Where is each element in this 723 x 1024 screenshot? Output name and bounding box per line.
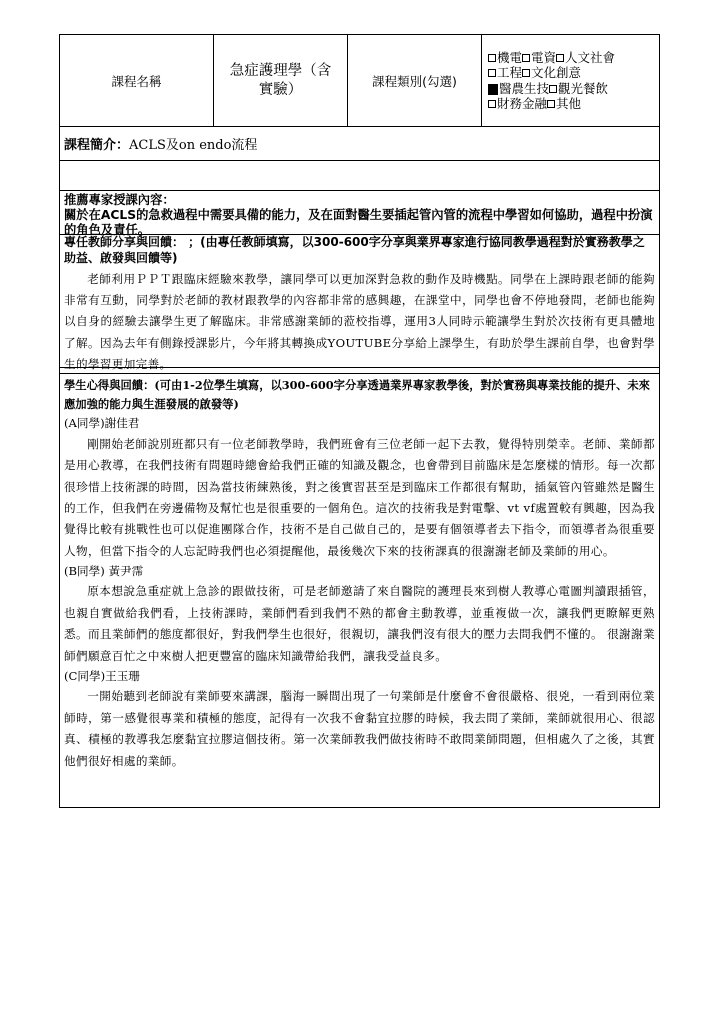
unchecked-box-icon[interactable]: [488, 69, 496, 77]
teacher-feedback-row: [60, 235, 659, 371]
student-text: 原本想說急重症就上急診的跟做技術，可是老師邀請了來自醫院的護理長來到樹人教導心電圖判讀跟插管，也親自實做給我們看，上技術課時，業師們看到我們不熟的都會主動教導，並重複做一次，讓我們更瞭解更熟悉。而且業師們的態度都很好，對我們學生也很好，很親切，讓我們沒有很大的壓力去問我們不懂的。 很謝謝業師們願意百忙之中來樹人把更豐富的臨床知識帶給我們，讓我受益良多。: [64, 584, 655, 663]
category-option-label: 機電: [497, 49, 523, 65]
checked-box-icon[interactable]: [488, 84, 498, 95]
category-line: [488, 50, 615, 66]
student-name: (B同學) 黃尹霈: [64, 564, 144, 579]
student-feedback-heading: 學生心得與回饋：(可由1-2位學生填寫，以300-600字分享透過業界專家教學後，對於實務與專業技能的提升、未來應加強的能力與生涯發展的啟發等): [64, 378, 650, 412]
unchecked-box-icon[interactable]: [522, 69, 530, 77]
category-line: [488, 81, 615, 97]
course-name-line2: 實驗）: [258, 81, 303, 98]
course-name-label: 課程名稱: [60, 35, 214, 126]
header-row: [60, 35, 659, 127]
teacher-feedback-body: 老師利用ＰＰＴ跟臨床經驗來教學，讓同學可以更加深對急救的動作及時機點。同學在上課時跟老師的能夠非常有互動，同學對於老師的教材跟教學的內容都非常的感興趣，在課堂中，同學也會不停地發問，老師也能夠以自身的經驗去讓學生更了解臨床。非常感謝業師的蒞校指導，運用3人同時示範讓學生對於次技術有更具體地了解。因為去年有側錄授課影片，今年將其轉換成YOUTUBE分享給上課學生，有助於學生課前自學，也會對學生的學習更加完善。: [64, 272, 655, 371]
student-entry-b: [64, 562, 655, 667]
student-feedback-row: [60, 374, 659, 807]
recommend-row: [60, 191, 659, 235]
student-entry-c: [64, 667, 655, 772]
recommend-label: 推薦專家授課內容：: [64, 193, 175, 207]
course-intro-label: 課程簡介：: [64, 138, 130, 153]
unchecked-box-icon[interactable]: [488, 100, 496, 108]
category-options: [482, 35, 659, 126]
category-option-label: 財務金融: [497, 96, 548, 111]
recommend-text: 關於在ACLS的急救過程中需要具備的能力，及在面對醫生要插起管內管的流程中學習如何協助，過程中扮演的角色及責任。: [64, 208, 653, 237]
unchecked-box-icon[interactable]: [547, 100, 555, 108]
category-checkbox-list: [488, 50, 615, 112]
course-report-table: [59, 34, 660, 808]
course-intro-row: [60, 127, 659, 161]
category-option-label: 電資: [531, 49, 557, 65]
teacher-feedback-heading: 專任教師分享與回饋： ；(由專任教師填寫，以300-600字分享與業界專家進行協同教學過程對於實務教學之助益、啟發與回饋等): [64, 235, 645, 265]
course-name-line1: 急症護理學（含: [229, 62, 332, 79]
category-line: [488, 96, 615, 112]
category-option-label: 觀光餐飲: [558, 80, 609, 96]
student-text: 一開始聽到老師說有業師要來講課，腦海一瞬間出現了一句業師是什麼會不會很嚴格、很兇，一看到兩位業師時，第一感覺很專業和積極的態度，記得有一次我不會黏宜拉膠的時候，我去問了業師，業師就很用心、很認真、積極的教導我怎麼黏宜拉膠這個技術。第一次業師教我們做技術時不敢問業師問題，但相處久了之後，其實他們很好相處的業師。: [64, 689, 655, 768]
student-entry-a: [64, 414, 655, 562]
category-option-label: 其他: [556, 96, 582, 111]
course-name-value: [214, 35, 348, 126]
category-line: [488, 65, 615, 81]
course-intro-value: ACLS及on endo流程: [129, 138, 258, 153]
student-name: (C同學)王玉珊: [64, 669, 140, 684]
blank-row: [60, 161, 659, 191]
unchecked-box-icon[interactable]: [522, 54, 530, 62]
student-name: (A同學)謝佳君: [64, 416, 140, 431]
category-option-label: 文化創意: [531, 65, 582, 80]
category-option-label: 人文社會: [565, 49, 616, 65]
unchecked-box-icon[interactable]: [556, 54, 564, 62]
category-option-label: 醫農生技: [499, 80, 550, 96]
category-label: 課程類別(勾選): [348, 35, 482, 126]
unchecked-box-icon[interactable]: [488, 54, 496, 62]
student-text: 剛開始老師說別班都只有一位老師教學時，我們班會有三位老師一起下去教，覺得特別榮幸。老師、業師都是用心教導，在我們技術有問題時總會給我們正確的知識及觀念，也會帶到目前臨床是怎麼樣的情形。每一次都很珍惜上技術課的時間，因為當技術練熟後，對之後實習甚至是到臨床工作都很有幫助，插氣管內管雖然是醫生的工作，但我們在旁邊備物及幫忙也是很重要的一個角色。這次的技術我是對電擊、vt vf處置較有興趣，因為我覺得比較有挑戰性也可以促進團隊合作，技術不是自己做自己的，是要有個領導者去下指令，而領導者為很重要人物，但當下指令的人忘記時我們也必須提醒他，最後幾次下來的技術課真的很謝謝老師及業師的用心。: [64, 436, 655, 558]
unchecked-box-icon[interactable]: [549, 85, 557, 93]
category-option-label: 工程: [497, 65, 523, 80]
